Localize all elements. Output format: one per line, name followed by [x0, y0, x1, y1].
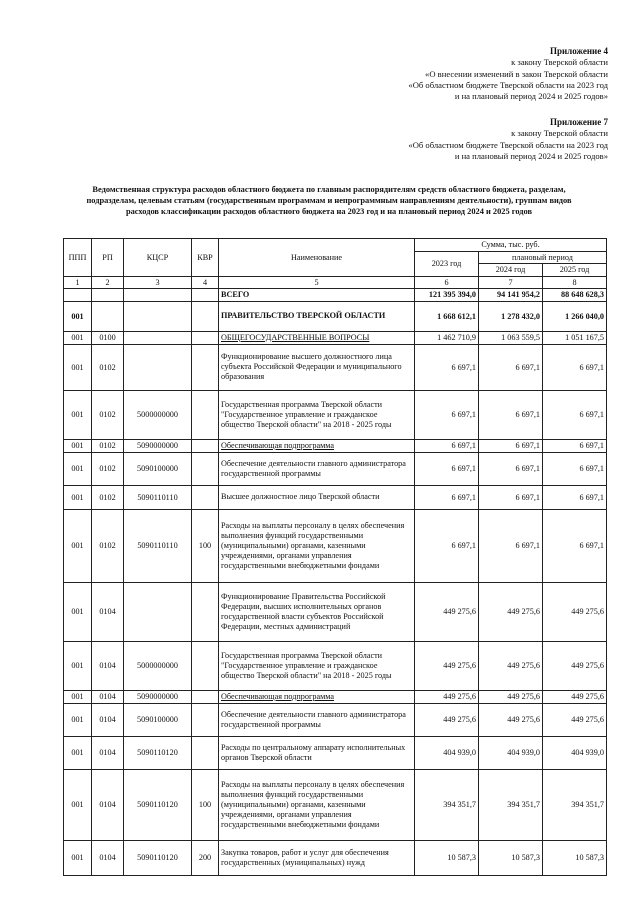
cell-kcsr: 5000000000 — [124, 390, 192, 439]
total-2023: 121 395 394,0 — [415, 288, 479, 301]
cell-amount-2024: 449 275,6 — [479, 690, 543, 703]
cell-amount-2023: 394 351,7 — [415, 769, 479, 840]
table-row — [64, 840, 607, 875]
table-row — [64, 641, 607, 690]
cell-amount-2023: 6 697,1 — [415, 452, 479, 485]
column-number: 4 — [192, 276, 219, 288]
column-number: 3 — [124, 276, 192, 288]
cell-name: Обеспечение деятельности главного администратора государственной программы — [219, 452, 415, 485]
cell-amount-2023: 1 668 612,1 — [415, 301, 479, 331]
cell-kcsr: 5090110110 — [124, 509, 192, 582]
header-year-2024: 2024 год — [479, 264, 543, 277]
appendix-4-line: и на плановый период 2024 и 2025 годов» — [454, 91, 608, 102]
cell-kvr: 100 — [192, 509, 219, 582]
cell-rp: 0102 — [92, 439, 124, 452]
cell-rp: 0102 — [92, 509, 124, 582]
cell-name: ПРАВИТЕЛЬСТВО ТВЕРСКОЙ ОБЛАСТИ — [219, 301, 415, 331]
expenditure-table — [63, 238, 607, 876]
cell-kcsr — [124, 344, 192, 390]
cell-amount-2025: 449 275,6 — [543, 582, 607, 641]
table-row — [64, 390, 607, 439]
cell-amount-2023: 6 697,1 — [415, 439, 479, 452]
cell-kvr — [192, 331, 219, 344]
cell-rp — [92, 301, 124, 331]
cell-amount-2023: 6 697,1 — [415, 390, 479, 439]
cell-rp: 0104 — [92, 769, 124, 840]
cell-amount-2024: 6 697,1 — [479, 344, 543, 390]
header-sum: Сумма, тыс. руб. — [415, 239, 607, 252]
appendix-7-line: к закону Тверской области — [511, 128, 608, 139]
document-title-line: расходов классификации расходов областного бюджета на 2023 год и на плановый период 2024 и 2025 годов — [125, 207, 533, 217]
table-row — [64, 344, 607, 390]
cell-kcsr — [124, 582, 192, 641]
cell-name: Расходы по центральному аппарату исполнительных органов Тверской области — [219, 736, 415, 769]
cell-kcsr: 5000000000 — [124, 641, 192, 690]
cell-amount-2024: 449 275,6 — [479, 582, 543, 641]
appendix-7-line: «Об областном бюджете Тверской области на 2023 год — [408, 139, 608, 150]
cell-amount-2024: 1 063 559,5 — [479, 331, 543, 344]
table-row — [64, 736, 607, 769]
cell-kcsr: 5090110120 — [124, 769, 192, 840]
cell-amount-2024: 394 351,7 — [479, 769, 543, 840]
appendix-4-line: «Об областном бюджете Тверской области на 2023 год — [408, 79, 608, 90]
cell-ppp: 001 — [64, 509, 92, 582]
cell-kcsr: 5090110120 — [124, 840, 192, 875]
cell-amount-2023: 6 697,1 — [415, 509, 479, 582]
cell-amount-2025: 1 266 040,0 — [543, 301, 607, 331]
cell-ppp: 001 — [64, 439, 92, 452]
cell-rp: 0100 — [92, 331, 124, 344]
cell-kvr — [192, 690, 219, 703]
cell-kvr: 100 — [192, 769, 219, 840]
cell-kcsr: 5090000000 — [124, 690, 192, 703]
cell-amount-2023: 404 939,0 — [415, 736, 479, 769]
header-name: Наименование — [219, 239, 415, 277]
cell-name: Государственная программа Тверской области "Государственное управление и гражданское общество Тверской области" на 2018 - 2025 годы — [219, 390, 415, 439]
table-body — [64, 301, 607, 875]
table-row — [64, 769, 607, 840]
cell-kcsr — [124, 301, 192, 331]
cell-ppp: 001 — [64, 331, 92, 344]
cell-rp: 0104 — [92, 703, 124, 736]
cell-name: Обеспечивающая подпрограмма — [219, 690, 415, 703]
total-label: ВСЕГО — [219, 288, 415, 301]
table-row — [64, 582, 607, 641]
cell-kvr — [192, 452, 219, 485]
header-kcsr: КЦСР — [124, 239, 192, 277]
cell-kcsr: 5090110120 — [124, 736, 192, 769]
cell-kvr — [192, 641, 219, 690]
cell-name: Закупка товаров, работ и услуг для обеспечения государственных (муниципальных) нужд — [219, 840, 415, 875]
header-kvr: КВР — [192, 239, 219, 277]
table-row — [64, 439, 607, 452]
cell-rp: 0104 — [92, 641, 124, 690]
cell-amount-2023: 6 697,1 — [415, 485, 479, 509]
column-number: 2 — [92, 276, 124, 288]
cell-amount-2023: 449 275,6 — [415, 690, 479, 703]
cell-rp: 0102 — [92, 344, 124, 390]
total-row — [64, 288, 607, 301]
cell-kvr — [192, 703, 219, 736]
cell-amount-2024: 6 697,1 — [479, 485, 543, 509]
table-row — [64, 452, 607, 485]
cell-kvr — [192, 736, 219, 769]
cell-amount-2025: 394 351,7 — [543, 769, 607, 840]
cell-name: Обеспечение деятельности главного администратора государственной программы — [219, 703, 415, 736]
cell-ppp: 001 — [64, 344, 92, 390]
column-number-row — [64, 276, 607, 288]
cell-amount-2024: 404 939,0 — [479, 736, 543, 769]
cell-kcsr: 5090110110 — [124, 485, 192, 509]
cell-kvr — [192, 301, 219, 331]
cell-name: Высшее должностное лицо Тверской области — [219, 485, 415, 509]
table-row — [64, 331, 607, 344]
header-year-2025: 2025 год — [543, 264, 607, 277]
cell-amount-2025: 6 697,1 — [543, 390, 607, 439]
cell-amount-2023: 449 275,6 — [415, 703, 479, 736]
header-planned-period: плановый период — [479, 251, 607, 264]
header-year-2023: 2023 год — [415, 251, 479, 276]
header-rp: РП — [92, 239, 124, 277]
cell-kcsr: 5090100000 — [124, 703, 192, 736]
appendix-7-header — [408, 117, 608, 162]
cell-amount-2025: 6 697,1 — [543, 509, 607, 582]
cell-name: Обеспечивающая подпрограмма — [219, 439, 415, 452]
cell-rp: 0104 — [92, 690, 124, 703]
total-2024: 94 141 954,2 — [479, 288, 543, 301]
total-2025: 88 648 628,3 — [543, 288, 607, 301]
cell-rp: 0102 — [92, 485, 124, 509]
cell-name: Функционирование высшего должностного лица субъекта Российской Федерации и муниципального образования — [219, 344, 415, 390]
cell-ppp: 001 — [64, 390, 92, 439]
table-row — [64, 485, 607, 509]
cell-kvr — [192, 390, 219, 439]
cell-amount-2024: 6 697,1 — [479, 509, 543, 582]
column-number: 6 — [415, 276, 479, 288]
cell-amount-2023: 1 462 710,9 — [415, 331, 479, 344]
cell-amount-2025: 6 697,1 — [543, 452, 607, 485]
cell-ppp: 001 — [64, 736, 92, 769]
document-title-line: Ведомственная структура расходов областного бюджета по главным распорядителям средств областного бюджета, разделам, — [92, 185, 566, 194]
column-number: 5 — [219, 276, 415, 288]
cell-kcsr — [124, 331, 192, 344]
cell-amount-2024: 10 587,3 — [479, 840, 543, 875]
cell-ppp: 001 — [64, 485, 92, 509]
appendix-4-header — [408, 46, 608, 102]
column-number: 7 — [479, 276, 543, 288]
cell-kvr — [192, 485, 219, 509]
cell-amount-2025: 6 697,1 — [543, 344, 607, 390]
cell-ppp: 001 — [64, 840, 92, 875]
cell-kcsr: 5090000000 — [124, 439, 192, 452]
cell-ppp: 001 — [64, 641, 92, 690]
cell-amount-2025: 1 051 167,5 — [543, 331, 607, 344]
cell-kvr — [192, 582, 219, 641]
document-title-line: подразделам, целевым статьям (государственным программам и непрограммным направлениям деятельности), группам видов — [86, 196, 572, 206]
cell-rp: 0102 — [92, 452, 124, 485]
cell-amount-2023: 6 697,1 — [415, 344, 479, 390]
cell-amount-2025: 6 697,1 — [543, 439, 607, 452]
cell-ppp: 001 — [64, 582, 92, 641]
column-number: 1 — [64, 276, 92, 288]
cell-amount-2023: 449 275,6 — [415, 641, 479, 690]
table-row — [64, 509, 607, 582]
cell-amount-2024: 449 275,6 — [479, 703, 543, 736]
cell-amount-2024: 1 278 432,0 — [479, 301, 543, 331]
cell-name: Расходы на выплаты персоналу в целях обеспечения выполнения функций государственными (муниципальными) органами, казенными учреждениями, органами управления государственными внебюджетными фондами — [219, 769, 415, 840]
cell-amount-2024: 6 697,1 — [479, 390, 543, 439]
cell-amount-2025: 449 275,6 — [543, 641, 607, 690]
table-row — [64, 690, 607, 703]
cell-name: ОБЩЕГОСУДАРСТВЕННЫЕ ВОПРОСЫ — [219, 331, 415, 344]
cell-amount-2023: 449 275,6 — [415, 582, 479, 641]
cell-name: Функционирование Правительства Российской Федерации, высших исполнительных органов государственной власти субъектов Российской Федерации, местных администраций — [219, 582, 415, 641]
cell-amount-2025: 10 587,3 — [543, 840, 607, 875]
cell-kvr — [192, 439, 219, 452]
header-ppp: ППП — [64, 239, 92, 277]
cell-ppp: 001 — [64, 452, 92, 485]
cell-name: Расходы на выплаты персоналу в целях обеспечения выполнения функций государственными (муниципальными) органами, казенными учреждениями, органами управления государственными внебюджетными фондами — [219, 509, 415, 582]
cell-amount-2025: 404 939,0 — [543, 736, 607, 769]
appendix-4-line: «О внесении изменений в закон Тверской области — [425, 68, 608, 79]
cell-ppp: 001 — [64, 301, 92, 331]
cell-rp: 0104 — [92, 736, 124, 769]
cell-kvr: 200 — [192, 840, 219, 875]
cell-rp: 0104 — [92, 840, 124, 875]
cell-ppp: 001 — [64, 703, 92, 736]
appendix-4-line: к закону Тверской области — [511, 57, 608, 68]
cell-amount-2024: 6 697,1 — [479, 439, 543, 452]
cell-rp: 0102 — [92, 390, 124, 439]
cell-rp: 0104 — [92, 582, 124, 641]
table-row — [64, 703, 607, 736]
document-title — [48, 184, 610, 218]
cell-amount-2025: 449 275,6 — [543, 703, 607, 736]
table-row — [64, 301, 607, 331]
appendix-4-heading: Приложение 4 — [549, 46, 608, 56]
cell-amount-2025: 449 275,6 — [543, 690, 607, 703]
cell-ppp: 001 — [64, 769, 92, 840]
cell-name: Государственная программа Тверской области "Государственное управление и гражданское общество Тверской области" на 2018 - 2025 годы — [219, 641, 415, 690]
cell-amount-2024: 449 275,6 — [479, 641, 543, 690]
appendix-7-line: и на плановый период 2024 и 2025 годов» — [454, 150, 608, 161]
cell-kcsr: 5090100000 — [124, 452, 192, 485]
cell-amount-2025: 6 697,1 — [543, 485, 607, 509]
cell-kvr — [192, 344, 219, 390]
cell-amount-2023: 10 587,3 — [415, 840, 479, 875]
cell-amount-2024: 6 697,1 — [479, 452, 543, 485]
appendix-7-heading: Приложение 7 — [549, 117, 608, 127]
cell-ppp: 001 — [64, 690, 92, 703]
column-number: 8 — [543, 276, 607, 288]
